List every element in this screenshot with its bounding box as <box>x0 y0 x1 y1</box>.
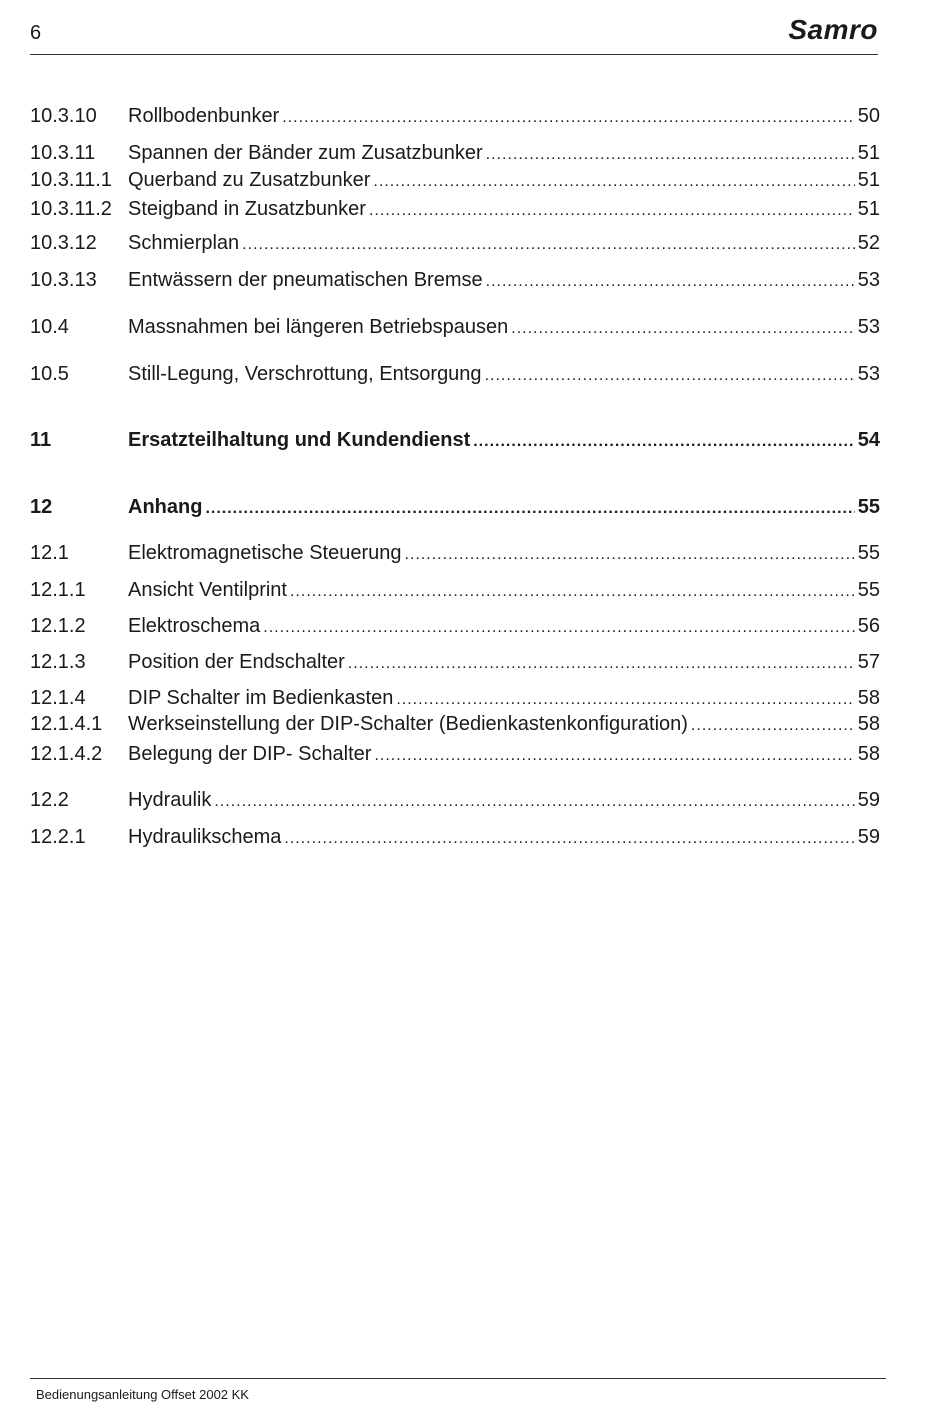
toc-entry-title: Schmierplan <box>128 232 240 254</box>
toc-dot-leader <box>374 742 854 770</box>
toc-entry-title: Position der Endschalter <box>128 651 345 673</box>
toc-entry-number: 12.1.3 <box>30 651 86 673</box>
toc-entry-title: Elektromagnetische Steuerung <box>128 542 402 564</box>
toc-entry-title: Hydraulik <box>128 789 212 811</box>
toc-entry[interactable] <box>30 493 880 521</box>
toc-entry-page: 59 <box>857 789 880 811</box>
toc-entry[interactable] <box>30 266 880 294</box>
toc-dot-leader <box>290 578 855 606</box>
toc-entry[interactable] <box>30 786 880 814</box>
toc-entry-number: 12.1.1 <box>30 579 86 601</box>
toc-dot-leader <box>205 495 854 523</box>
toc-entry[interactable] <box>30 740 880 768</box>
toc-entry-number: 10.5 <box>30 363 69 385</box>
toc-dot-leader <box>348 650 855 678</box>
footer-text: Bedienungsanleitung Offset 2002 KK <box>36 1387 249 1402</box>
page-number: 6 <box>30 22 42 44</box>
toc-entry-page: 53 <box>857 363 880 385</box>
toc-entry[interactable] <box>30 710 880 738</box>
toc-entry[interactable] <box>30 684 880 712</box>
toc-dot-leader <box>485 362 855 390</box>
toc-dot-leader <box>511 315 855 343</box>
toc-entry-title: Ersatzteilhaltung und Kundendienst <box>128 429 471 451</box>
toc-entry-number: 10.3.12 <box>30 232 97 254</box>
toc-dot-leader <box>373 168 854 196</box>
toc-entry-page: 55 <box>857 496 880 518</box>
toc-entry-title: Massnahmen bei längeren Betriebspausen <box>128 316 509 338</box>
toc-dot-leader <box>214 788 854 816</box>
toc-entry[interactable] <box>30 576 880 604</box>
toc-entry-number: 10.3.10 <box>30 105 97 127</box>
toc-entry[interactable] <box>30 102 880 130</box>
toc-entry-page: 56 <box>857 615 880 637</box>
toc-entry-page: 51 <box>857 198 880 220</box>
toc-dot-leader <box>486 268 855 296</box>
toc-entry-title: Steigband in Zusatzbunker <box>128 198 366 220</box>
toc-entry-number: 11 <box>30 429 52 451</box>
toc-dot-leader <box>369 197 855 225</box>
toc-entry[interactable] <box>30 313 880 341</box>
brand-logo-text: Samro <box>788 14 878 45</box>
toc-entry[interactable] <box>30 612 880 640</box>
toc-dot-leader <box>282 104 855 132</box>
toc-entry-number: 10.3.11.2 <box>30 198 112 220</box>
toc-entry-page: 58 <box>857 743 880 765</box>
toc-entry-title: Belegung der DIP- Schalter <box>128 743 372 765</box>
toc-entry-title: Entwässern der pneumatischen Bremse <box>128 269 483 291</box>
toc-entry-number: 12.1.2 <box>30 615 86 637</box>
toc-entry-number: 10.3.13 <box>30 269 97 291</box>
toc-entry-number: 10.3.11.1 <box>30 169 112 191</box>
toc-entry[interactable] <box>30 539 880 567</box>
toc-entry-title: Hydraulikschema <box>128 826 282 848</box>
toc-entry-number: 10.4 <box>30 316 69 338</box>
toc-entry-number: 10.3.11 <box>30 142 96 164</box>
toc-dot-leader <box>486 141 855 169</box>
toc-entry-page: 58 <box>857 687 880 709</box>
toc-entry-number: 12.1 <box>30 542 69 564</box>
toc-entry-title: Rollbodenbunker <box>128 105 280 127</box>
toc-dot-leader <box>242 231 855 259</box>
toc-entry-page: 53 <box>857 316 880 338</box>
toc-entry-title: Werkseinstellung der DIP-Schalter (Bedienkastenkonfiguration) <box>128 713 688 735</box>
toc-entry-page: 53 <box>857 269 880 291</box>
toc-entry-page: 55 <box>857 542 880 564</box>
toc-entry-title: DIP Schalter im Bedienkasten <box>128 687 394 709</box>
toc-entry-number: 12.2 <box>30 789 69 811</box>
toc-entry-title: Still-Legung, Verschrottung, Entsorgung <box>128 363 482 385</box>
toc-entry-number: 12 <box>30 496 53 518</box>
toc-entry-title: Elektroschema <box>128 615 261 637</box>
toc-dot-leader <box>691 712 855 740</box>
toc-entry-number: 12.1.4.1 <box>30 713 103 735</box>
toc-entry[interactable] <box>30 360 880 388</box>
toc-entry-title: Ansicht Ventilprint <box>128 579 287 601</box>
toc-entry[interactable] <box>30 648 880 676</box>
toc-entry-page: 57 <box>857 651 880 673</box>
toc-entry[interactable] <box>30 195 880 223</box>
toc-entry-page: 51 <box>857 142 880 164</box>
toc-entry-title: Spannen der Bänder zum Zusatzbunker <box>128 142 483 164</box>
toc-entry-number: 12.2.1 <box>30 826 86 848</box>
toc-entry[interactable] <box>30 139 880 167</box>
toc-dot-leader <box>263 614 854 642</box>
toc-entry-page: 51 <box>857 169 880 191</box>
toc-entry[interactable] <box>30 426 880 454</box>
toc-entry-number: 12.1.4.2 <box>30 743 103 765</box>
page-header <box>30 14 878 55</box>
toc-entry-page: 55 <box>857 579 880 601</box>
toc-entry-number: 12.1.4 <box>30 687 86 709</box>
toc-entry-page: 59 <box>857 826 880 848</box>
toc-entry-page: 50 <box>857 105 880 127</box>
toc-entry[interactable] <box>30 229 880 257</box>
page-footer <box>30 1378 886 1402</box>
toc-entry-title: Anhang <box>128 496 203 518</box>
toc-entry-page: 54 <box>857 429 880 451</box>
toc-dot-leader <box>473 428 855 456</box>
toc-entry-page: 52 <box>857 232 880 254</box>
toc-entry[interactable] <box>30 166 880 194</box>
toc-entry-page: 58 <box>857 713 880 735</box>
toc-entry[interactable] <box>30 823 880 851</box>
toc-entry-title: Querband zu Zusatzbunker <box>128 169 371 191</box>
toc-dot-leader <box>405 541 855 569</box>
toc-dot-leader <box>284 825 854 853</box>
